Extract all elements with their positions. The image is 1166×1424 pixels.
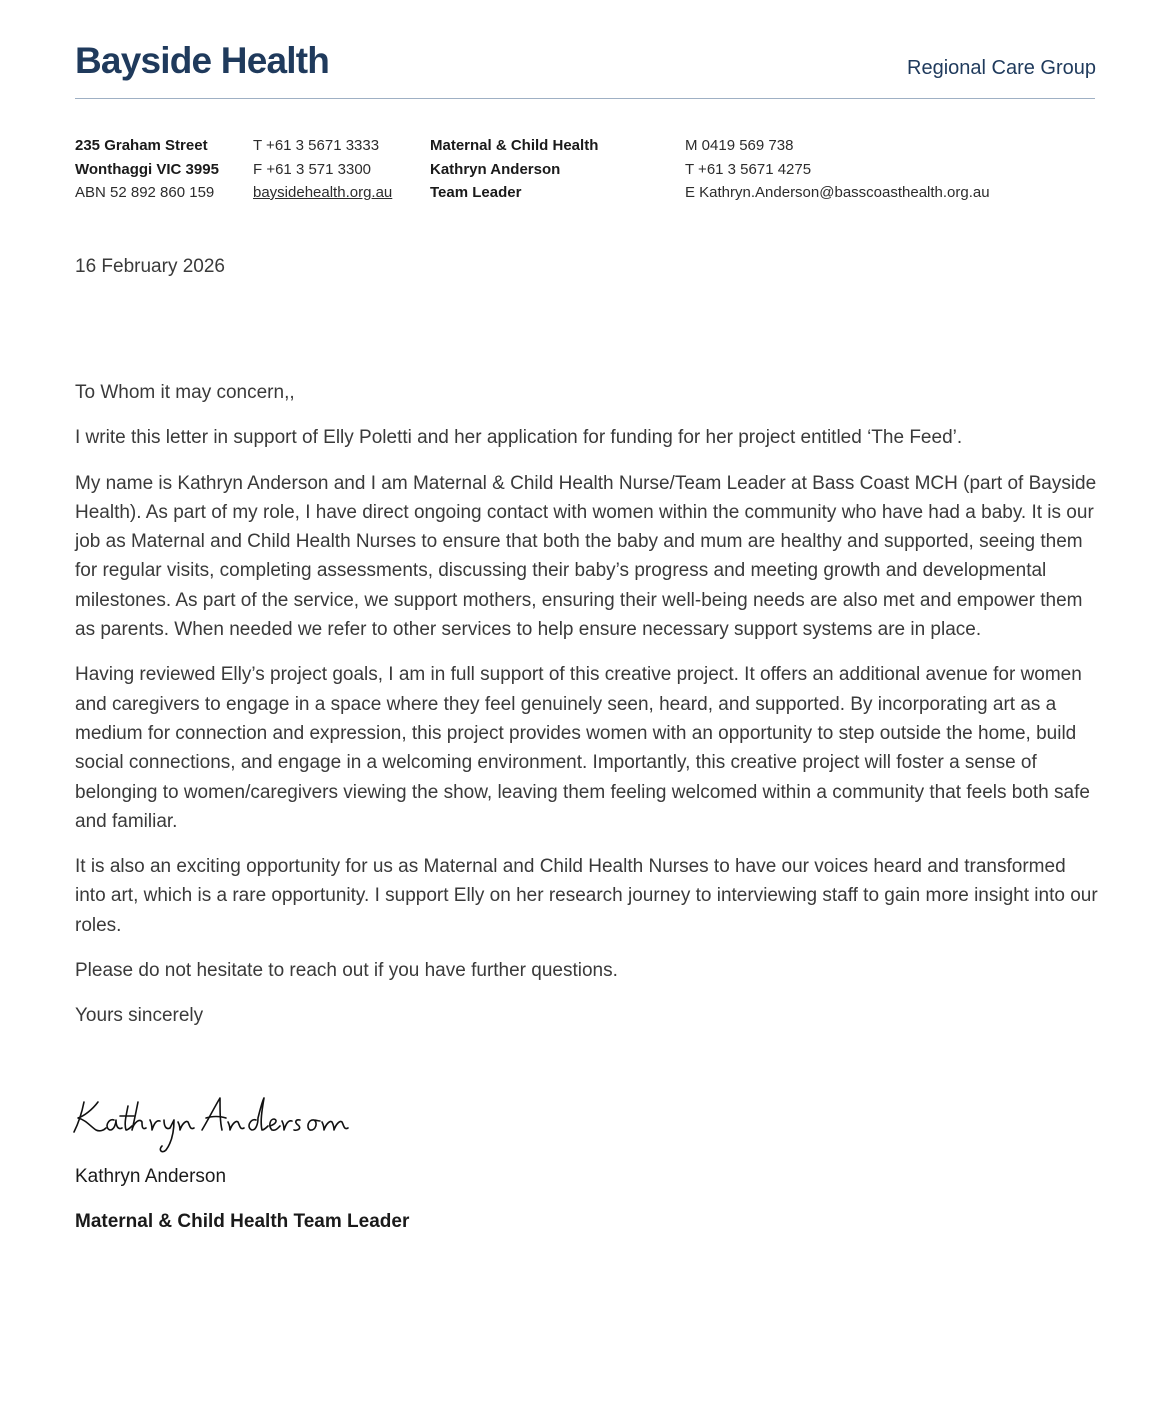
address-block [75, 134, 219, 205]
general-fax: F +61 3 571 3300 [253, 160, 372, 178]
signer-name: Kathryn Anderson [75, 1166, 227, 1187]
direct-phone: T +61 3 5671 4275 [685, 160, 812, 178]
website-link[interactable]: baysidehealth.org.au [253, 184, 393, 201]
address-line-1: 235 Graham Street [75, 137, 208, 154]
handwritten-signature [70, 1088, 370, 1158]
signer-title: Maternal & Child Health Team Leader [75, 1211, 410, 1232]
paragraph: It is also an exciting opportunity for us as Maternal and Child Health Nurses to have our voices heard and transformed into art, which is a rare opportunity. I support Elly on her research journey to interviewing staff to gain more insight into our roles. [75, 856, 1098, 936]
direct-contact-block [685, 134, 990, 205]
general-contact-block [253, 134, 392, 205]
paragraph: My name is Kathryn Anderson and I am Maternal & Child Health Nurse/Team Leader at Bass Coast MCH (part of Bayside Health). As part of my role, I have direct ongoing contact with women within the community who have had a baby. It is our job as Maternal and Child Health Nurses to ensure that both the baby and mum are healthy and supported, seeing them for regular visits, completing assessments, discussing their baby’s progress and meeting growth and developmental milestones. As part of the service, we support mothers, ensuring their well-being needs are also met and empower them as parents. When needed we refer to other services to help ensure necessary support systems are in place. [75, 472, 1097, 641]
contact-person-name: Kathryn Anderson [430, 160, 561, 178]
paragraph: I write this letter in support of Elly Poletti and her application for funding for her project entitled ‘The Feed’. [75, 427, 963, 449]
paragraph: Please do not hesitate to reach out if you have further questions. [75, 960, 618, 982]
address-line-2: Wonthaggi VIC 3995 [75, 160, 219, 178]
salutation: To Whom it may concern,, [75, 382, 295, 403]
header-divider [75, 98, 1095, 99]
regional-care-group-label: Regional Care Group [907, 57, 1096, 79]
department-block [430, 134, 598, 205]
paragraph: Having reviewed Elly’s project goals, I am in full support of this creative project. It offers an additional avenue for women and caregivers to engage in a space where they feel genuinely seen, heard, and supported. By incorporating art as a medium for connection and expression, this project provides women with an opportunity to step outside the home, build social connections, and engage in a welcoming environment. Importantly, this creative project will foster a sense of belonging to women/caregivers viewing the show, leaving them feeling welcomed within a community that feels both safe and familiar. [75, 664, 1090, 832]
mobile-number: M 0419 569 738 [685, 137, 794, 154]
bayside-health-logo: Bayside Health [75, 40, 330, 81]
department-name: Maternal & Child Health [430, 137, 599, 154]
abn: ABN 52 892 860 159 [75, 184, 215, 201]
letter-body [75, 378, 1100, 1047]
closing: Yours sincerely [75, 1005, 204, 1027]
email-address: E Kathryn.Anderson@basscoasthealth.org.au [685, 184, 990, 201]
general-phone: T +61 3 5671 3333 [253, 137, 380, 154]
contact-person-role: Team Leader [430, 184, 522, 201]
letter-date: 16 February 2026 [75, 256, 225, 277]
